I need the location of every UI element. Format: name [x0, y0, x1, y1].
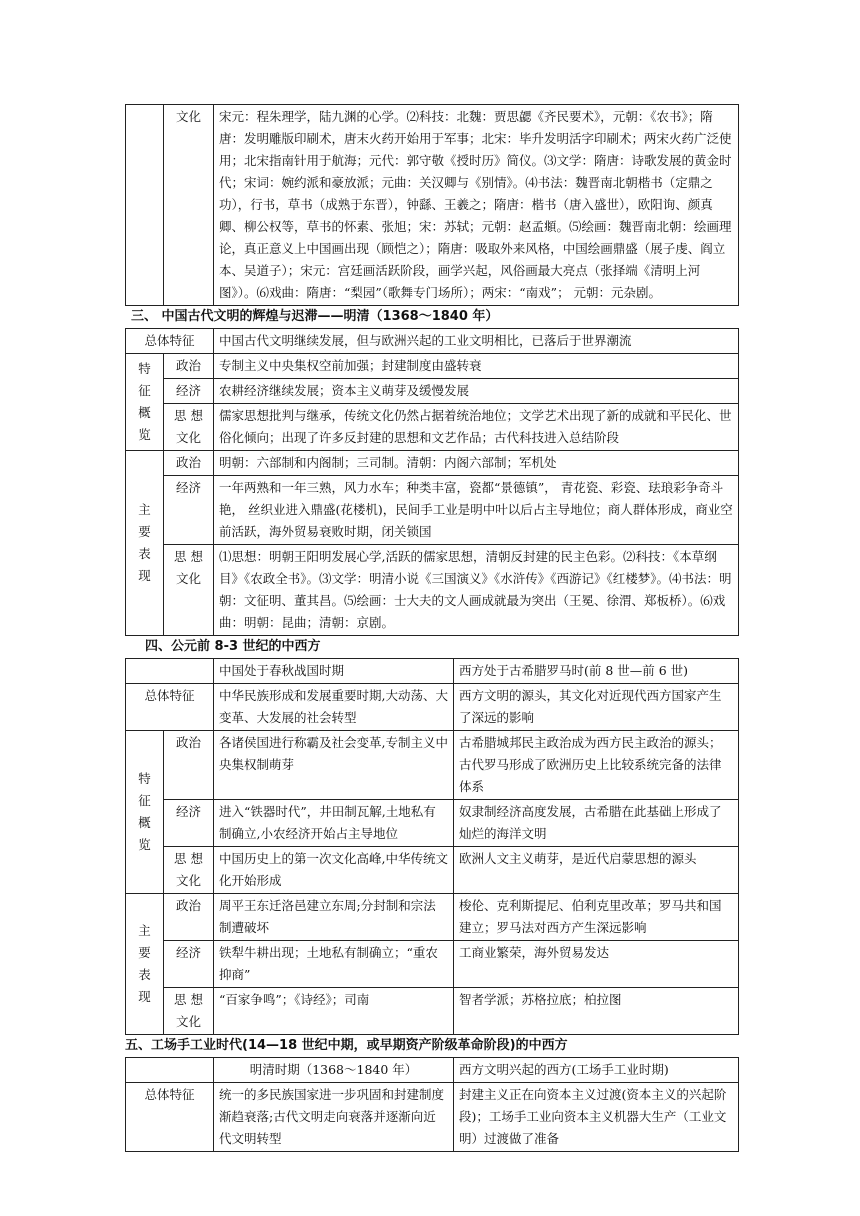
row-label-culture: 思 想文化 — [164, 988, 214, 1035]
table-row — [126, 476, 739, 545]
feature-economy-west: 奴隶制经济高度发展，古希腊在此基础上形成了灿烂的海洋文明 — [454, 800, 739, 847]
blank-cell — [126, 105, 164, 306]
overall-label: 总体特征 — [126, 329, 214, 354]
blank-header-cell — [126, 659, 214, 684]
feature-culture-china: 中国历史上的第一次文化高峰,中华传统文化开始形成 — [214, 847, 454, 894]
feature-culture: 儒家思想批判与继承，传统文化仍然占据着统治地位；文学艺术出现了新的成就和平民化、世俗化倾向；出现了许多反封建的思想和文艺作品；古代科技进入总结阶段 — [214, 404, 739, 451]
blank-header-cell — [126, 1058, 214, 1083]
main-group-label: 主要表现 — [126, 894, 164, 1035]
main-economy-china: 铁犁牛耕出现；土地私有制确立；“重农抑商” — [214, 941, 454, 988]
section-4-title: 四、公元前 8-3 世纪的中西方 — [145, 639, 321, 654]
culture-content: 宋元：程朱理学，陆九渊的心学。⑵科技：北魏：贾思勰《齐民要术》，元朝：《农书》；隋唐：发明雕版印刷术，唐末火药开始用于军事；北宋：毕升发明活字印刷术；两宋火药广泛使用；北宋指南针用于航海；元代：郭守敬《授时历》简仪。⑶文学：隋唐：诗歌发展的黄金时代；宋词：婉约派和豪放派；元曲：关汉卿与《别情》。⑷书法：魏晋南北朝楷书（定鼎之功），行书，草书（成熟于东晋），钟繇、王羲之；隋唐：楷书（唐入盛世），欧阳询、颜真卿、柳公权等，草书的怀素、张旭；宋：苏轼；元朝：赵孟頫。⑸绘画：魏晋南北朝：绘画理论，真正意义上中国画出现（顾恺之）；隋唐：吸取外来风格，中国绘画鼎盛（展子虔、阎立本、吴道子）；宋元：宫廷画活跃阶段，画学兴起，风俗画最大亮点（张择端《清明上河图》）。⑹戏曲：隋唐：“梨园”（歌舞专门场所）；两宋：“南戏”； 元朝：元杂剧。 — [214, 105, 739, 306]
row-label-economy: 经济 — [164, 941, 214, 988]
overall-west: 封建主义正在向资本主义过渡(资本主义的兴起阶段)；工场手工业向资本主义机器大生产（工业文明）过渡做了准备 — [454, 1083, 739, 1152]
main-politics: 明朝：六部制和内阁制；三司制。清朝：内阁六部制；军机处 — [214, 451, 739, 476]
table-row — [126, 354, 739, 379]
main-politics-west: 梭伦、克利斯提尼、伯利克里改革；罗马共和国建立；罗马法对西方产生深远影响 — [454, 894, 739, 941]
overall-label: 总体特征 — [126, 1083, 214, 1152]
table-row — [126, 988, 739, 1035]
row-label-politics: 政治 — [164, 731, 214, 800]
row-label-economy: 经济 — [164, 379, 214, 404]
table-china-west-bc — [125, 658, 739, 1035]
feature-culture-west: 欧洲人文主义萌芽，是近代启蒙思想的源头 — [454, 847, 739, 894]
feature-politics-china: 各诸侯国进行称霸及社会变革,专制主义中央集权制萌芽 — [214, 731, 454, 800]
table-row — [126, 404, 739, 451]
table-row — [126, 684, 739, 731]
main-economy-west: 工商业繁荣，海外贸易发达 — [454, 941, 739, 988]
main-culture: ⑴思想：明朝王阳明发展心学,活跃的儒家思想，清朝反封建的民主色彩。⑵科技：《本草纲目》《农政全书》。⑶文学：明清小说《三国演义》《水浒传》《西游记》《红楼梦》。⑷书法：明朝：文征明、董其昌。⑸绘画：士大夫的文人画成就最为突出（王冕、徐渭、郑板桥）。⑹戏曲：明朝：昆曲；清朝：京剧。 — [214, 545, 739, 636]
overall-label: 总体特征 — [126, 684, 214, 731]
section-5-title: 五、工场手工业时代(14—18 世纪中期，或早期资产阶级革命阶段)的中西方 — [125, 1038, 568, 1053]
overall-west: 西方文明的源头，其文化对近现代西方国家产生了深远的影响 — [454, 684, 739, 731]
main-culture-china: “百家争鸣”；《诗经》；司南 — [214, 988, 454, 1035]
main-culture-west: 智者学派；苏格拉底；柏拉图 — [454, 988, 739, 1035]
feature-group-label: 特征概览 — [126, 731, 164, 894]
table-row — [126, 800, 739, 847]
row-label-culture: 文化 — [164, 105, 214, 306]
feature-politics: 专制主义中央集权空前加强；封建制度由盛转衰 — [214, 354, 739, 379]
column-header-west: 西方文明兴起的西方(工场手工业时期) — [454, 1058, 739, 1083]
overall-china: 中华民族形成和发展重要时期,大动荡、大变革、大发展的社会转型 — [214, 684, 454, 731]
row-label-politics: 政治 — [164, 894, 214, 941]
feature-economy-china: 进入“铁器时代”，井田制瓦解,土地私有制确立,小农经济开始占主导地位 — [214, 800, 454, 847]
table-row — [126, 105, 739, 306]
main-politics-china: 周平王东迁洛邑建立东周;分封制和宗法制遭破坏 — [214, 894, 454, 941]
overall-china: 统一的多民族国家进一步巩固和封建制度渐趋衰落;古代文明走向衰落并逐渐向近代文明转型 — [214, 1083, 454, 1152]
row-label-culture: 思 想文化 — [164, 404, 214, 451]
table-header-row — [126, 659, 739, 684]
table-row — [126, 847, 739, 894]
table-row — [126, 545, 739, 636]
table-row — [126, 894, 739, 941]
document-page — [125, 104, 739, 1152]
table-song-yuan-culture — [125, 104, 739, 306]
table-row — [126, 451, 739, 476]
row-label-economy: 经济 — [164, 476, 214, 545]
row-label-culture: 思 想文化 — [164, 545, 214, 636]
overall-content: 中国古代文明继续发展，但与欧洲兴起的工业文明相比，已落后于世界潮流 — [214, 329, 739, 354]
row-label-politics: 政治 — [164, 354, 214, 379]
section-3-title: 三、 中国古代文明的辉煌与迟滞——明清（1368～1840 年） — [131, 309, 499, 324]
table-row — [126, 941, 739, 988]
column-header-china: 中国处于春秋战国时期 — [214, 659, 454, 684]
table-row — [126, 329, 739, 354]
table-ming-qing — [125, 328, 739, 636]
table-header-row — [126, 1058, 739, 1083]
column-header-china: 明清时期（1368～1840 年） — [214, 1058, 454, 1083]
table-row — [126, 1083, 739, 1152]
row-label-culture: 思 想文化 — [164, 847, 214, 894]
feature-politics-west: 古希腊城邦民主政治成为西方民主政治的源头；古代罗马形成了欧洲历史上比较系统完备的法律体系 — [454, 731, 739, 800]
row-label-politics: 政治 — [164, 451, 214, 476]
feature-group-label: 特征概览 — [126, 354, 164, 451]
row-label-economy: 经济 — [164, 800, 214, 847]
table-row — [126, 379, 739, 404]
table-manufacturing-era — [125, 1057, 739, 1152]
main-group-label: 主要表现 — [126, 451, 164, 636]
table-row — [126, 731, 739, 800]
main-economy: 一年两熟和一年三熟，风力水车；种类丰富，瓷都“景德镇”， 青花瓷、彩瓷、珐琅彩争奇斗艳， 丝织业进入鼎盛(花楼机)，民间手工业是明中叶以后占主导地位；商人群体形成，商业空前活跃，海外贸易衰败时期，闭关锁国 — [214, 476, 739, 545]
column-header-west: 西方处于古希腊罗马时(前 8 世—前 6 世) — [454, 659, 739, 684]
feature-economy: 农耕经济继续发展；资本主义萌芽及缓慢发展 — [214, 379, 739, 404]
